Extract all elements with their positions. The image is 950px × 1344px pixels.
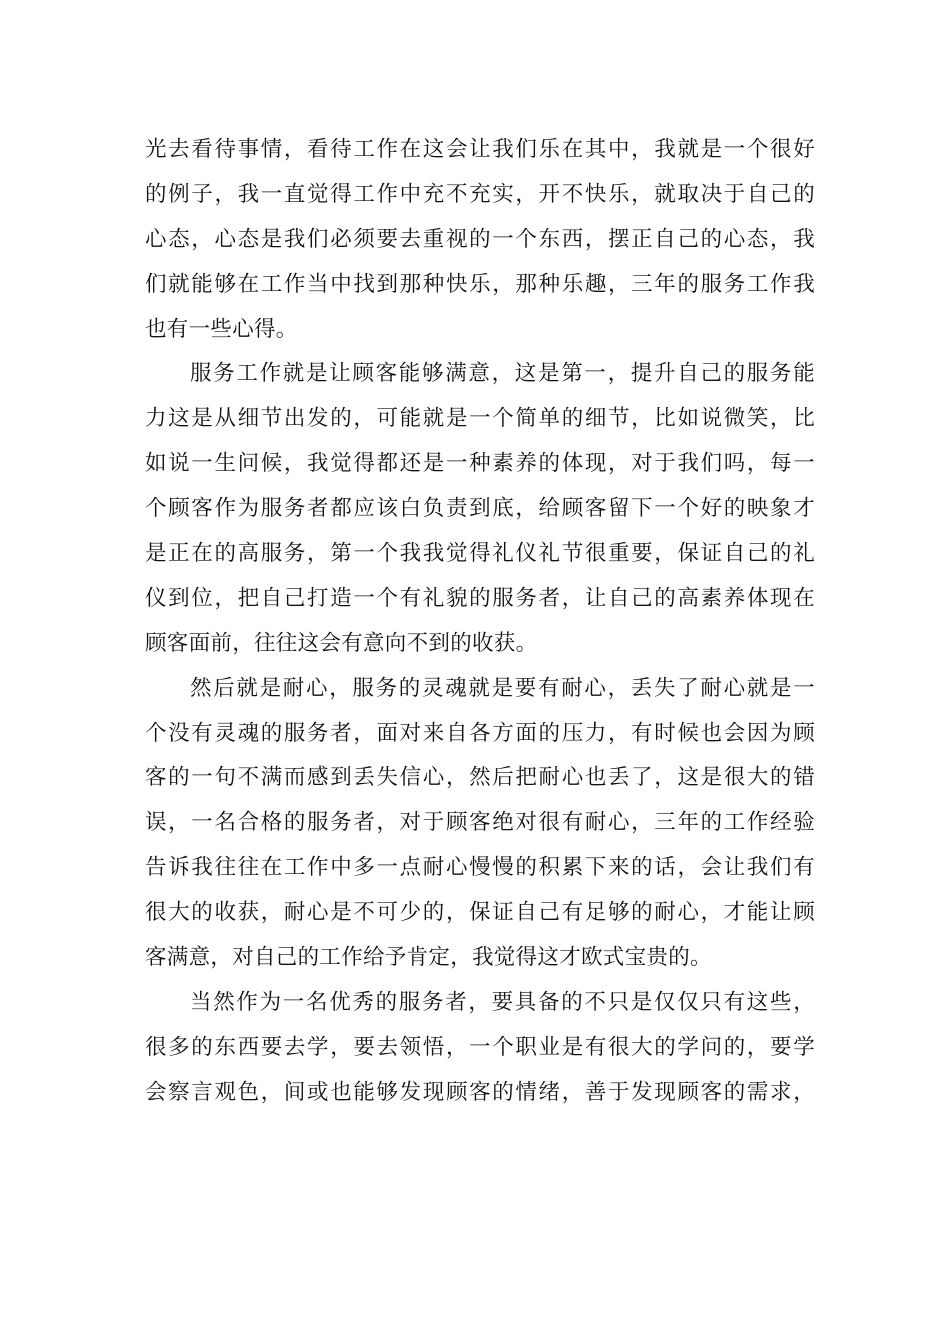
paragraph-first-line: 当然作为一名优秀的服务者，要具备的不只是仅仅只有这些， <box>190 989 815 1015</box>
text-line: 客的一句不满而感到丢失信心，然后把耐心也丢了，这是很大的错 <box>145 765 815 791</box>
body-text <box>145 128 815 1116</box>
text-line: 顾客面前，往往这会有意向不到的收获。 <box>145 630 538 656</box>
text-line: 们就能够在工作当中找到那种快乐，那种乐趣，三年的服务工作我 <box>145 271 815 297</box>
paragraph-first-line: 然后就是耐心，服务的灵魂就是要有耐心，丢失了耐心就是一 <box>190 675 815 701</box>
paragraph-first-line: 服务工作就是让顾客能够满意，这是第一，提升自己的服务能 <box>190 361 815 387</box>
text-line: 个顾客作为服务者都应该白负责到底，给顾客留下一个好的映象才 <box>145 496 815 522</box>
text-line: 心态，心态是我们必须要去重视的一个东西，摆正自己的心态，我 <box>145 226 815 252</box>
text-line: 如说一生问候，我觉得都还是一种素养的体现，对于我们吗，每一 <box>145 451 815 477</box>
text-line: 是正在的高服务，第一个我我觉得礼仪礼节很重要，保证自己的礼 <box>145 541 815 567</box>
text-line: 很多的东西要去学，要去领悟，一个职业是有很大的学问的，要学 <box>145 1034 815 1060</box>
text-line: 会察言观色，间或也能够发现顾客的情绪，善于发现顾客的需求， <box>145 1079 815 1105</box>
text-line: 客满意，对自己的工作给予肯定，我觉得这才欧式宝贵的。 <box>145 945 712 971</box>
text-line: 很大的收获，耐心是不可少的，保证自己有足够的耐心，才能让顾 <box>145 900 815 926</box>
text-line: 力这是从细节出发的，可能就是一个简单的细节，比如说微笑，比 <box>145 406 815 432</box>
text-line: 光去看待事情，看待工作在这会让我们乐在其中，我就是一个很好 <box>145 137 815 162</box>
text-line: 的例子，我一直觉得工作中充不充实，开不快乐，就取决于自己的 <box>145 181 815 207</box>
text-line: 个没有灵魂的服务者，面对来自各方面的压力，有时候也会因为顾 <box>145 720 815 746</box>
text-line: 仪到位，把自己打造一个有礼貌的服务者，让自己的高素养体现在 <box>145 585 815 611</box>
text-line: 误，一名合格的服务者，对于顾客绝对很有耐心，三年的工作经验 <box>145 810 815 836</box>
text-line: 也有一些心得。 <box>145 316 298 342</box>
text-line: 告诉我往往在工作中多一点耐心慢慢的积累下来的话，会让我们有 <box>145 855 815 881</box>
